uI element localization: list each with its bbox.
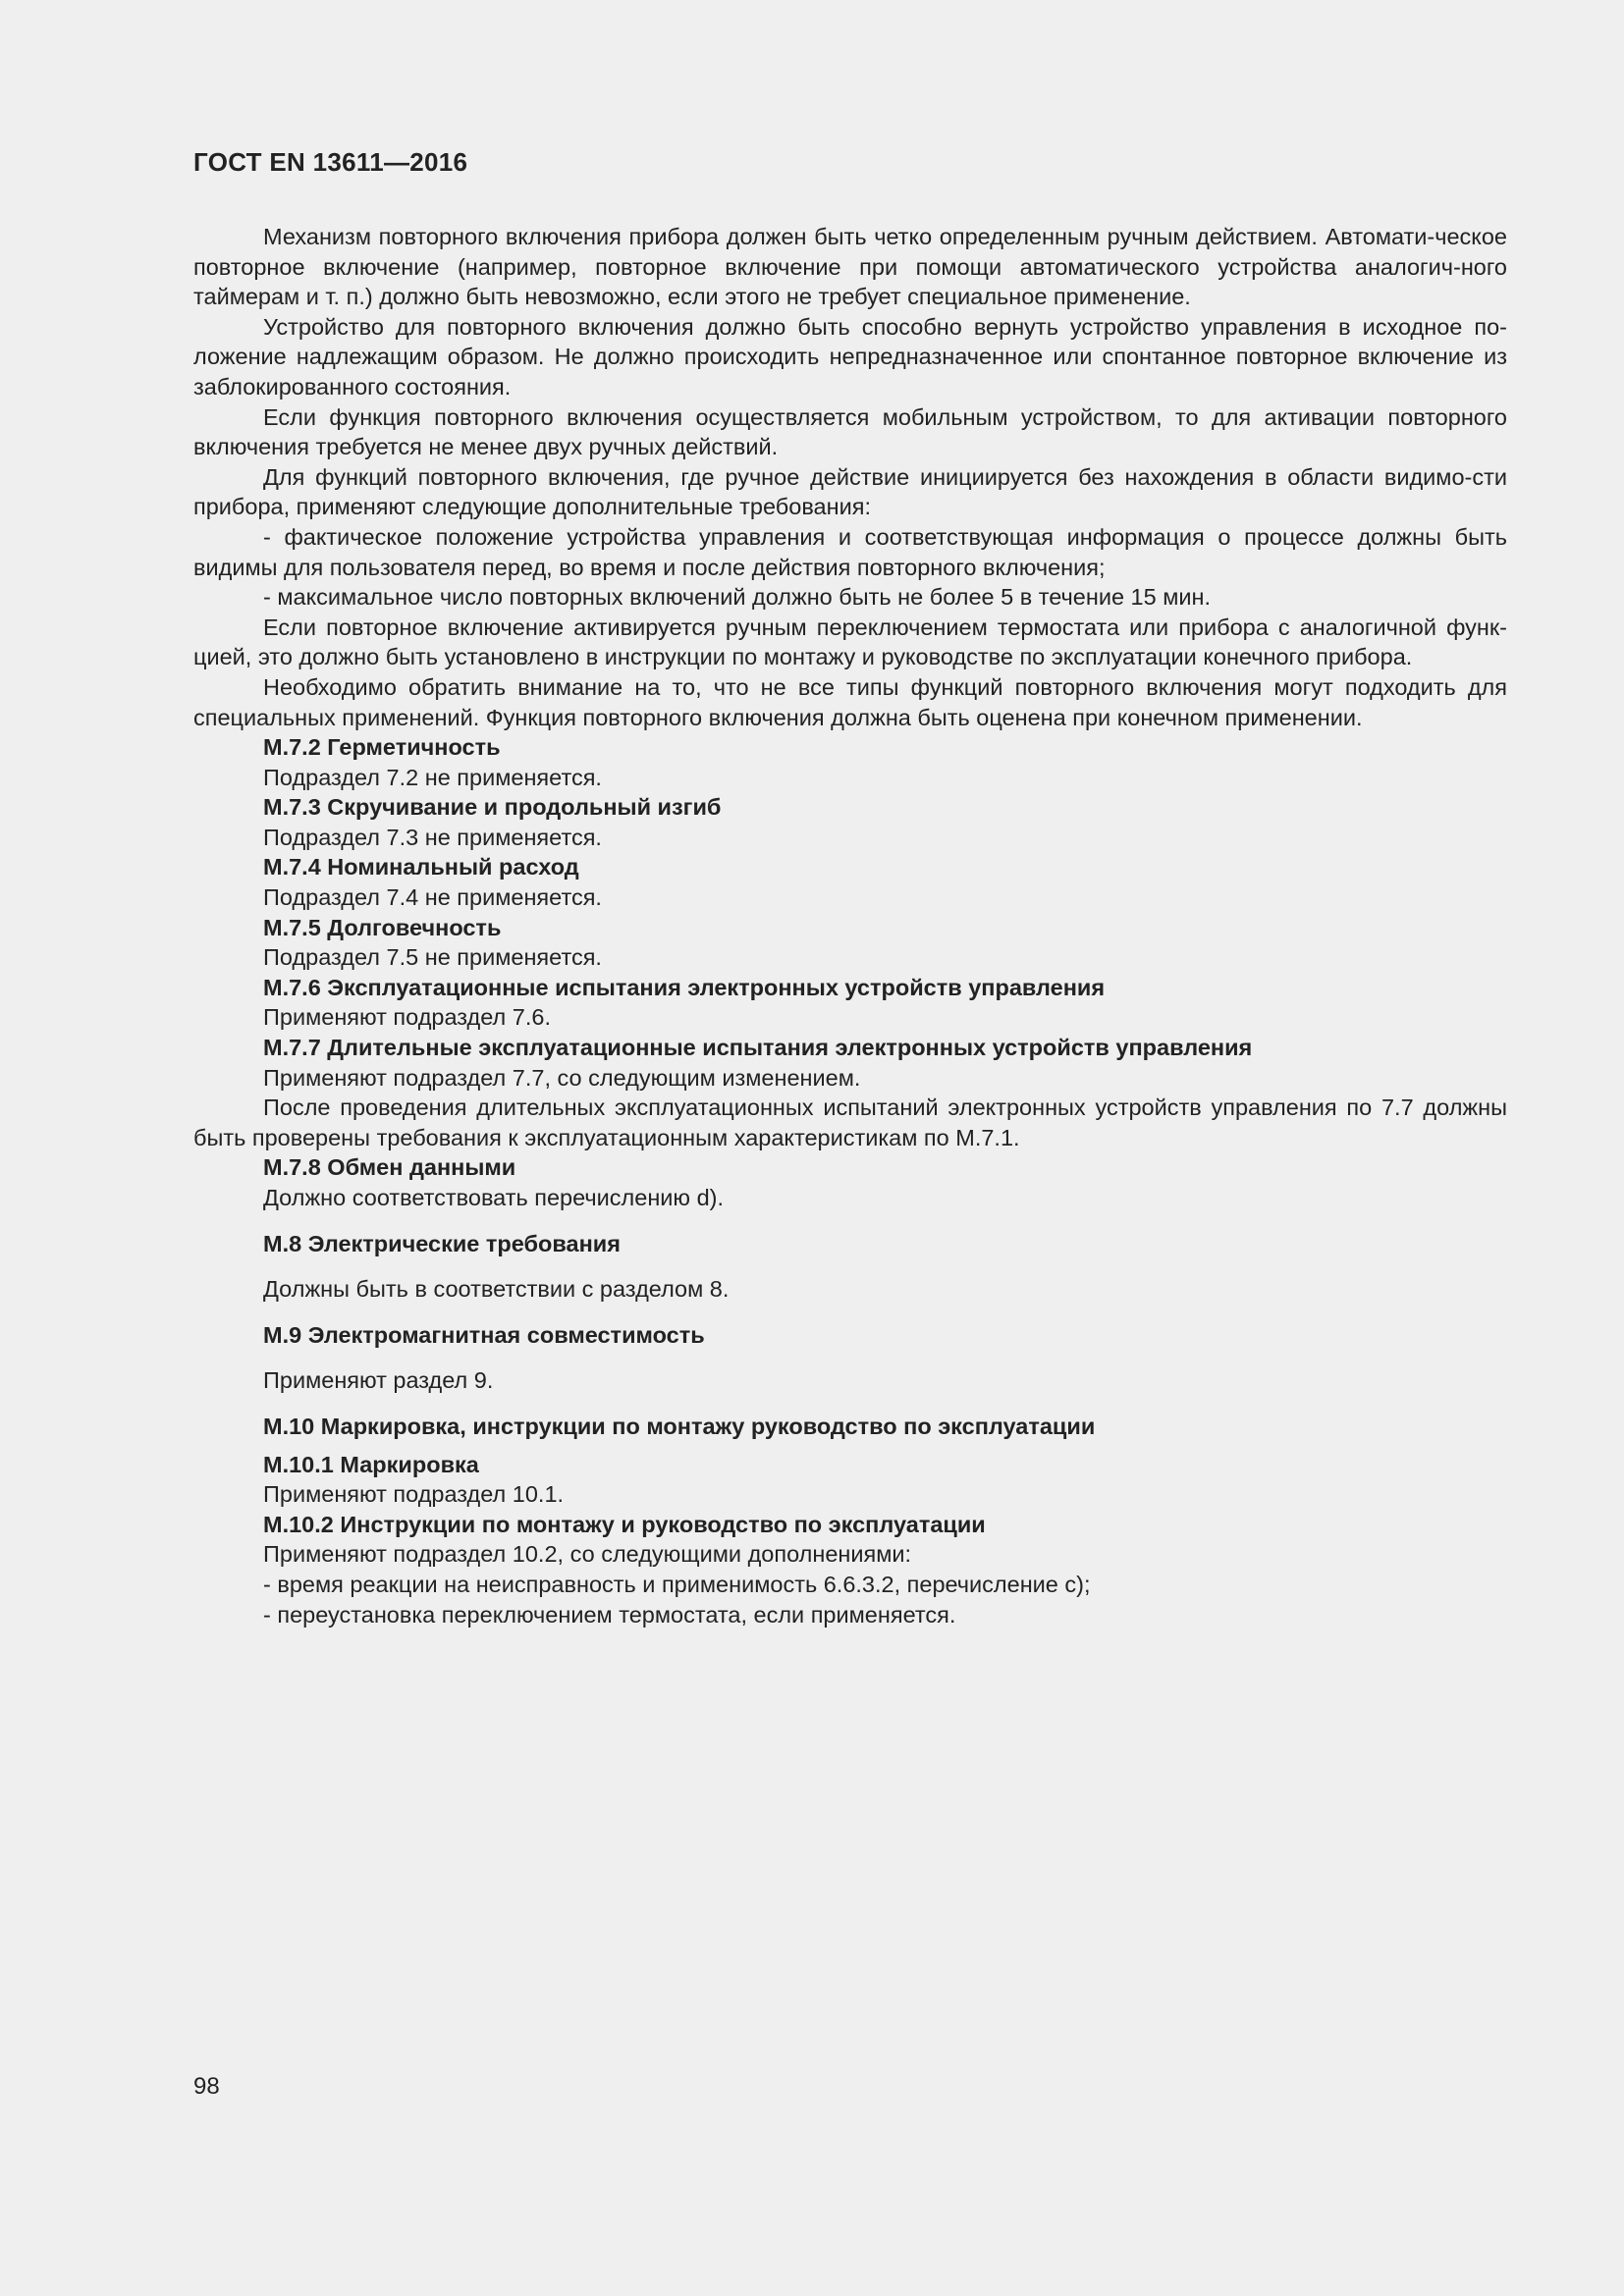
section-text-m8: Должны быть в соответствии с разделом 8. (263, 1276, 730, 1303)
section-heading-m101: М.10.1 Маркировка (263, 1451, 479, 1477)
section-heading-m9: М.9 Электромагнитная совместимость (263, 1321, 705, 1348)
list-item: - переустановка переключением термостата, если применяется. (263, 1601, 956, 1628)
list-item: - максимальное число повторных включений должно быть не более 5 в течение 15 мин. (263, 584, 1212, 611)
paragraph: Устройство для повторного включения должно быть способно вернуть устройство управления в исходное по-ложение надлежащим образом. Не должно происходить непредназначенное или спонтанное повторное включение из заблокированного состояния. (193, 313, 1507, 400)
section-text-m77-detail: После проведения длительных эксплуатационных испытаний электронных устройств управления по 7.7 должны быть проверены требования к эксплуатационным характеристикам по М.7.1. (193, 1095, 1507, 1150)
section-text-m78: Должно соответствовать перечислению d). (263, 1185, 725, 1210)
section-heading-m77: М.7.7 Длительные эксплуатационные испытания электронных устройств управления (263, 1035, 1253, 1061)
section-heading-m76: М.7.6 Эксплуатационные испытания электронных устройств управления (263, 974, 1106, 1000)
list-item: - время реакции на неисправность и применимость 6.6.3.2, перечисление с); (263, 1571, 1091, 1597)
section-heading-m72: М.7.2 Герметичность (263, 734, 501, 761)
section-text-m76: Применяют подраздел 7.6. (263, 1004, 551, 1031)
page-number: 98 (193, 2073, 220, 2100)
section-heading-m10: М.10 Маркировка, инструкции по монтажу руководство по эксплуатации (263, 1413, 1096, 1439)
section-text-m75: Подраздел 7.5 не применяется. (263, 944, 602, 971)
section-text-m73: Подраздел 7.3 не применяется. (263, 824, 602, 850)
section-text-m72: Подраздел 7.2 не применяется. (263, 764, 602, 790)
section-heading-m78: М.7.8 Обмен данными (263, 1154, 516, 1181)
section-text-m9: Применяют раздел 9. (263, 1367, 494, 1394)
section-heading-m102: М.10.2 Инструкции по монтажу и руководство по эксплуатации (263, 1511, 986, 1537)
section-text-m102: Применяют подраздел 10.2, со следующими дополнениями: (263, 1541, 912, 1568)
section-text-m74: Подраздел 7.4 не применяется. (263, 884, 602, 911)
paragraph: Механизм повторного включения прибора должен быть четко определенным ручным действием. Автомати-ческое повторное включение (например, повторное включение при помощи автоматического устройства аналогич-ного таймерам и т. п.) должно быть невозможно, если этого не требует специальное применение. (193, 224, 1507, 310)
document-header: ГОСТ EN 13611—2016 (193, 147, 468, 177)
paragraph: Для функций повторного включения, где ручное действие инициируется без нахождения в области видимо-сти прибора, применяют следующие дополнительные требования: (193, 463, 1507, 520)
section-heading-m74: М.7.4 Номинальный расход (263, 854, 579, 881)
section-heading-m8: М.8 Электрические требования (263, 1230, 621, 1256)
section-heading-m73: М.7.3 Скручивание и продольный изгиб (263, 794, 722, 821)
paragraph: Необходимо обратить внимание на то, что не все типы функций повторного включения могут подходить для специальных применений. Функция повторного включения должна быть оценена при конечном применении. (193, 673, 1507, 730)
section-text-m77: Применяют подраздел 7.7, со следующим изменением. (263, 1064, 861, 1091)
section-heading-m75: М.7.5 Долговечность (263, 914, 502, 940)
section-text-m101: Применяют подраздел 10.1. (263, 1481, 565, 1508)
page-body (193, 222, 1507, 1629)
paragraph: Если функция повторного включения осуществляется мобильным устройством, то для активации повторного включения требуется не менее двух ручных действий. (193, 403, 1507, 460)
paragraph: Если повторное включение активируется ручным переключением термостата или прибора с аналогичной функ-цией, это должно быть установлено в инструкции по монтажу и руководстве по эксплуатации конечного прибора. (193, 614, 1507, 670)
list-item: - фактическое положение устройства управления и соответствующая информация о процессе должны быть видимы для пользователя перед, во время и после действия повторного включения; (193, 523, 1507, 580)
